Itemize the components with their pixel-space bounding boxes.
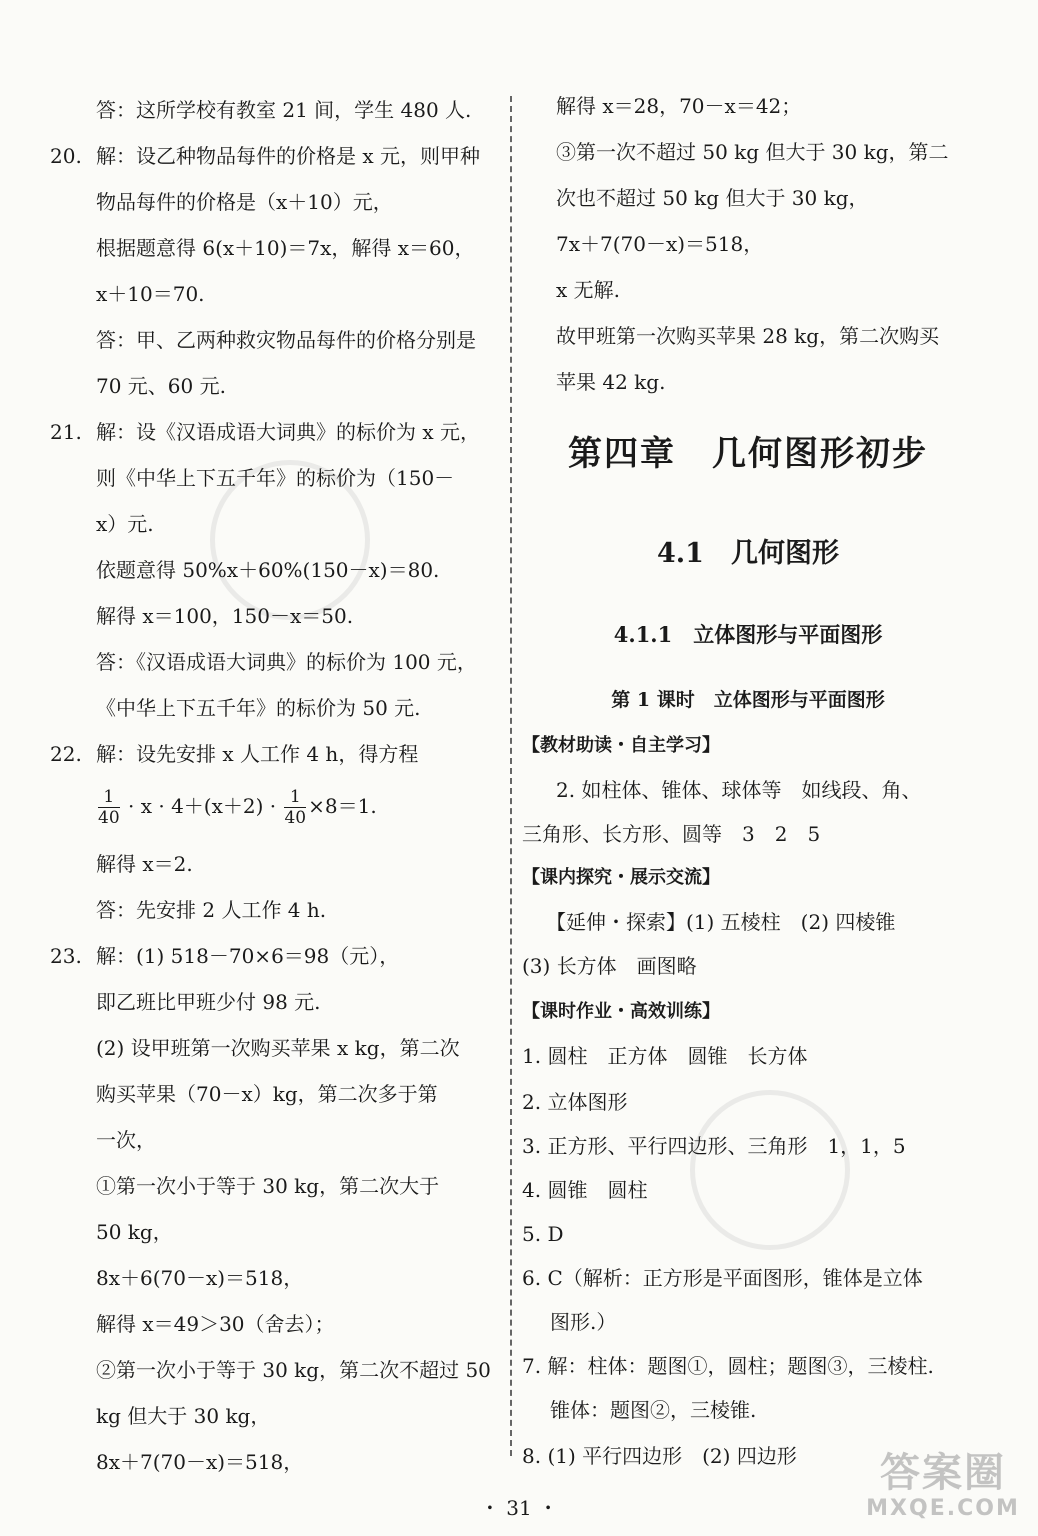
text-line: 解得 x＝100，150－x＝50. <box>96 604 354 628</box>
fraction <box>98 787 120 828</box>
text-line: 《中华上下五千年》的标价为 50 元. <box>96 696 421 720</box>
column-divider <box>510 96 512 1456</box>
fraction-denominator: 40 <box>284 808 307 828</box>
text-line: 解：设乙种物品每件的价格是 x 元，则甲种 <box>96 144 480 168</box>
text-line: 解得 x＝2. <box>96 852 193 876</box>
text-line: 则《中华上下五千年》的标价为（150－ <box>96 466 455 490</box>
question-number: 23. <box>50 944 82 968</box>
fraction <box>284 787 306 828</box>
equation-middle: · x · 4＋(x＋2) · <box>128 794 277 818</box>
text-line: (3) 长方体 画图略 <box>522 954 697 978</box>
text-line: 7. 解：柱体：题图①，圆柱；题图③，三棱柱. <box>522 1354 934 1378</box>
text-line: 6. C（解析：正方形是平面图形，锥体是立体 <box>522 1266 923 1290</box>
text-line: 3. 正方形、平行四边形、三角形 1，1，5 <box>522 1134 906 1158</box>
text-line: 一次， <box>96 1128 156 1152</box>
text-line: ①第一次小于等于 30 kg，第二次大于 <box>96 1174 440 1198</box>
text-line: 解：设先安排 x 人工作 4 h，得方程 <box>96 742 419 766</box>
text-line: 解得 x＝49＞30（舍去）； <box>96 1312 335 1336</box>
site-logo <box>858 1450 1028 1530</box>
subsection-title: 4.1.1 立体图形与平面图形 <box>613 622 883 647</box>
text-line: 即乙班比甲班少付 98 元. <box>96 990 321 1014</box>
text-line: kg 但大于 30 kg， <box>96 1404 271 1428</box>
text-line: 5. D <box>522 1222 564 1246</box>
text-line: x 无解. <box>556 278 620 302</box>
text-line: 答：甲、乙两种救灾物品每件的价格分别是 <box>96 328 476 352</box>
text-line: 50 kg， <box>96 1220 173 1244</box>
watermark-stamp <box>690 1090 850 1250</box>
text-line: 故甲班第一次购买苹果 28 kg，第二次购买 <box>556 324 940 348</box>
text-line: ③第一次不超过 50 kg 但大于 30 kg，第二 <box>556 140 949 164</box>
question-number: 22. <box>50 742 82 766</box>
text-line: 【延伸・探索】(1) 五棱柱 (2) 四棱锥 <box>546 910 896 934</box>
text-line: 8x＋6(70－x)＝518， <box>96 1266 304 1290</box>
section-title: 4.1 几何图形 <box>657 538 839 569</box>
equation-line <box>96 784 377 828</box>
text-line: 解得 x＝28，70－x＝42； <box>556 94 802 118</box>
section-heading: 【课内探究・展示交流】 <box>522 867 720 888</box>
text-line: 答：这所学校有教室 21 间，学生 480 人. <box>96 98 472 122</box>
fraction-numerator: 1 <box>289 787 301 807</box>
text-line: 次也不超过 50 kg 但大于 30 kg， <box>556 186 869 210</box>
logo-url: MXQE.COM <box>866 1496 1020 1521</box>
text-line: 1. 圆柱 正方体 圆锥 长方体 <box>522 1044 808 1068</box>
fraction-numerator: 1 <box>103 787 115 807</box>
text-line: x）元. <box>96 512 154 536</box>
chapter-title: 第四章 几何图形初步 <box>568 434 928 474</box>
section-heading: 【教材助读・自主学习】 <box>522 735 720 756</box>
text-line: 根据题意得 6(x＋10)＝7x，解得 x＝60， <box>96 236 475 260</box>
text-line: 图形.） <box>550 1310 617 1334</box>
section-heading: 【课时作业・高效训练】 <box>522 1001 720 1022</box>
logo-text: 答案圈 <box>880 1450 1006 1496</box>
text-line: 7x＋7(70－x)＝518， <box>556 232 764 256</box>
text-line: 依题意得 50%x＋60%(150－x)＝80. <box>96 558 440 582</box>
text-line: 答：先安排 2 人工作 4 h. <box>96 898 327 922</box>
text-line: 2. 立体图形 <box>522 1090 628 1114</box>
text-line: 70 元、60 元. <box>96 374 226 398</box>
text-line: 三角形、长方形、圆等 3 2 5 <box>522 822 821 846</box>
question-number: 21. <box>50 420 82 444</box>
equation-end: ×8＝1. <box>308 794 377 818</box>
text-line: 锥体：题图②，三棱锥. <box>550 1398 757 1422</box>
fraction-denominator: 40 <box>98 808 120 828</box>
text-line: 8x＋7(70－x)＝518， <box>96 1450 304 1474</box>
text-line: 4. 圆锥 圆柱 <box>522 1178 648 1202</box>
text-line: 解：设《汉语成语大词典》的标价为 x 元， <box>96 420 480 444</box>
text-line: 解：(1) 518－70×6＝98（元）， <box>96 944 400 968</box>
text-line: 8. (1) 平行四边形 (2) 四边形 <box>522 1444 797 1468</box>
question-number: 20. <box>50 144 82 168</box>
text-line: ②第一次小于等于 30 kg，第二次不超过 50 <box>96 1358 491 1382</box>
text-line: 答：《汉语成语大词典》的标价为 100 元， <box>96 650 477 674</box>
page-number: ・ 31 ・ <box>479 1496 559 1520</box>
text-line: 购买苹果（70－x）kg，第二次多于第 <box>96 1082 438 1106</box>
text-line: x＋10＝70. <box>96 282 205 306</box>
text-line: 2. 如柱体、锥体、球体等 如线段、角、 <box>556 778 922 802</box>
text-line: (2) 设甲班第一次购买苹果 x kg，第二次 <box>96 1036 460 1060</box>
text-line: 苹果 42 kg. <box>556 370 666 394</box>
text-line: 物品每件的价格是（x＋10）元， <box>96 190 393 214</box>
lesson-title: 第 1 课时 立体图形与平面图形 <box>611 689 885 711</box>
